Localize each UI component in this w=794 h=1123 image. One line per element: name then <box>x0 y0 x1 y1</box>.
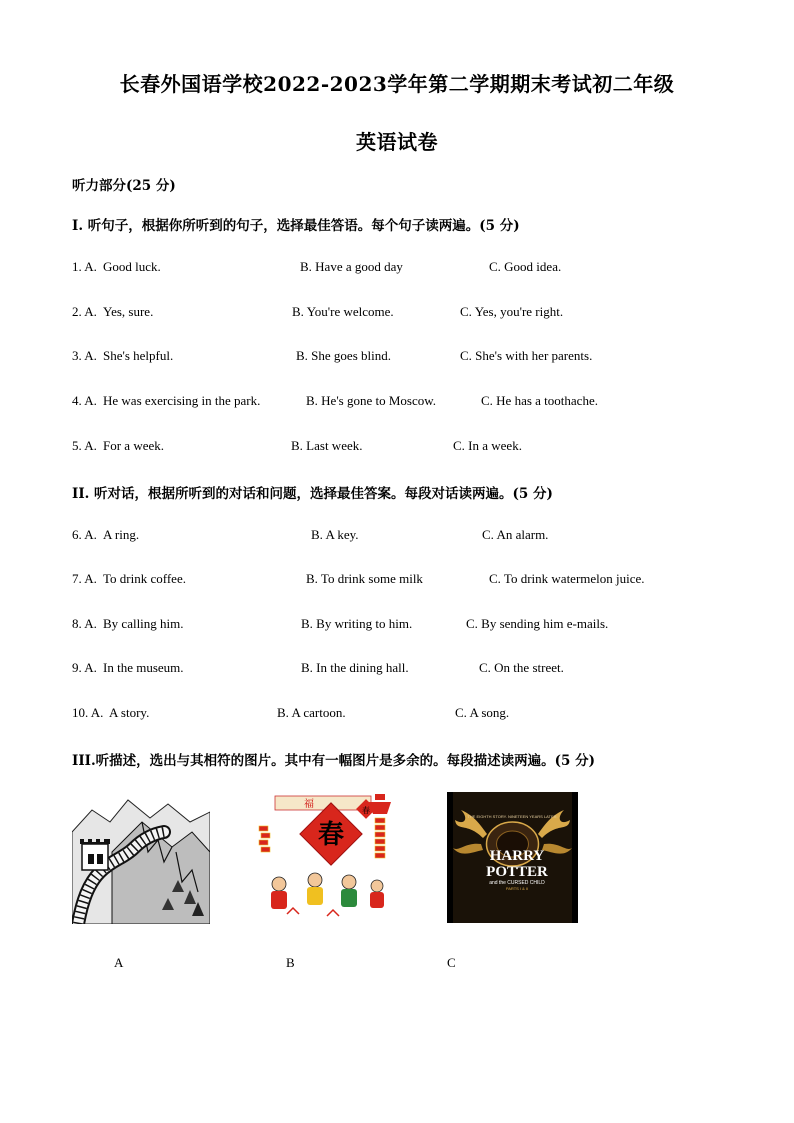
harry-potter-poster-icon <box>447 792 578 923</box>
option-c: C. In a week. <box>453 438 522 453</box>
option-a: By calling him. <box>103 616 184 631</box>
question-row <box>0 527 794 547</box>
option-c: C. He has a toothache. <box>481 393 598 408</box>
festival-char-small: 春 <box>362 806 370 815</box>
question-number: 6. A. <box>72 527 97 542</box>
picture-label-b: B <box>286 955 295 970</box>
option-a: In the museum. <box>103 660 184 675</box>
poster-parts: PARTS I & II <box>505 886 529 891</box>
festival-char-main: 春 <box>317 820 345 850</box>
question-number: 5. A. <box>72 438 97 453</box>
option-b: B. A key. <box>311 527 359 542</box>
question-number: 10. A. <box>72 705 104 720</box>
option-b: B. You're welcome. <box>292 304 394 319</box>
question-row <box>0 571 794 591</box>
question-number: 9. A. <box>72 660 97 675</box>
spring-festival-icon <box>257 792 395 920</box>
exam-title-line2: 英语试卷 <box>356 130 438 154</box>
question-row <box>0 616 794 636</box>
option-a: A ring. <box>103 527 140 542</box>
question-row <box>0 705 794 725</box>
question-row <box>0 660 794 680</box>
poster-subtitle: and the CURSED CHILD <box>489 880 545 886</box>
listening-header: 听力部分(25 分) <box>72 178 176 194</box>
section3-heading: III.听描述，选出与其相符的图片。其中有一幅图片是多余的。每段描述读两遍。(5 分) <box>72 753 596 769</box>
option-c: C. A song. <box>455 705 510 720</box>
option-b: B. By writing to him. <box>301 616 413 631</box>
option-a: He was exercising in the park. <box>103 393 261 408</box>
poster-tagline: THE EIGHTH STORY. NINETEEN YEARS LATER. <box>467 814 558 819</box>
great-wall-icon <box>72 792 210 924</box>
option-a: She's helpful. <box>103 348 174 363</box>
option-a: To drink coffee. <box>103 571 186 586</box>
picture-label-c: C <box>447 955 456 970</box>
poster-title-line1: HARRY <box>489 848 545 864</box>
question-row <box>0 259 794 279</box>
question-row <box>0 348 794 368</box>
question-number: 3. A. <box>72 348 97 363</box>
section2-heading: II. 听对话，根据所听到的对话和问题，选择最佳答案。每段对话读两遍。(5 分) <box>72 486 553 502</box>
option-c: C. On the street. <box>479 660 564 675</box>
option-c: C. She's with her parents. <box>460 348 593 363</box>
section1-heading: I. 听句子，根据你所听到的句子，选择最佳答语。每个句子读两遍。(5 分) <box>72 218 520 234</box>
poster-title-line2: POTTER <box>486 864 548 880</box>
exam-title-line1: 长春外国语学校2022-2023学年第二学期期末考试初二年级 <box>119 72 675 96</box>
option-a: Yes, sure. <box>103 304 154 319</box>
option-c: C. Yes, you're right. <box>460 304 564 319</box>
question-row <box>0 304 794 324</box>
festival-char-fu: 福 <box>304 799 314 810</box>
question-number: 8. A. <box>72 616 97 631</box>
question-number: 2. A. <box>72 304 97 319</box>
option-a: For a week. <box>103 438 165 453</box>
option-c: C. An alarm. <box>482 527 549 542</box>
option-b: B. A cartoon. <box>277 705 346 720</box>
picture-label-a: A <box>114 955 124 970</box>
option-c: C. By sending him e-mails. <box>466 616 609 631</box>
option-b: B. Have a good day <box>300 259 403 274</box>
option-b: B. In the dining hall. <box>301 660 409 675</box>
option-b: B. To drink some milk <box>306 571 423 586</box>
question-number: 1. A. <box>72 259 97 274</box>
option-b: B. He's gone to Moscow. <box>306 393 437 408</box>
option-a: A story. <box>109 705 150 720</box>
option-a: Good luck. <box>103 259 161 274</box>
option-c: C. To drink watermelon juice. <box>489 571 645 586</box>
option-b: B. Last week. <box>291 438 363 453</box>
question-number: 7. A. <box>72 571 97 586</box>
option-b: B. She goes blind. <box>296 348 391 363</box>
question-row <box>0 393 794 413</box>
question-row <box>0 438 794 458</box>
question-number: 4. A. <box>72 393 97 408</box>
option-c: C. Good idea. <box>489 259 562 274</box>
